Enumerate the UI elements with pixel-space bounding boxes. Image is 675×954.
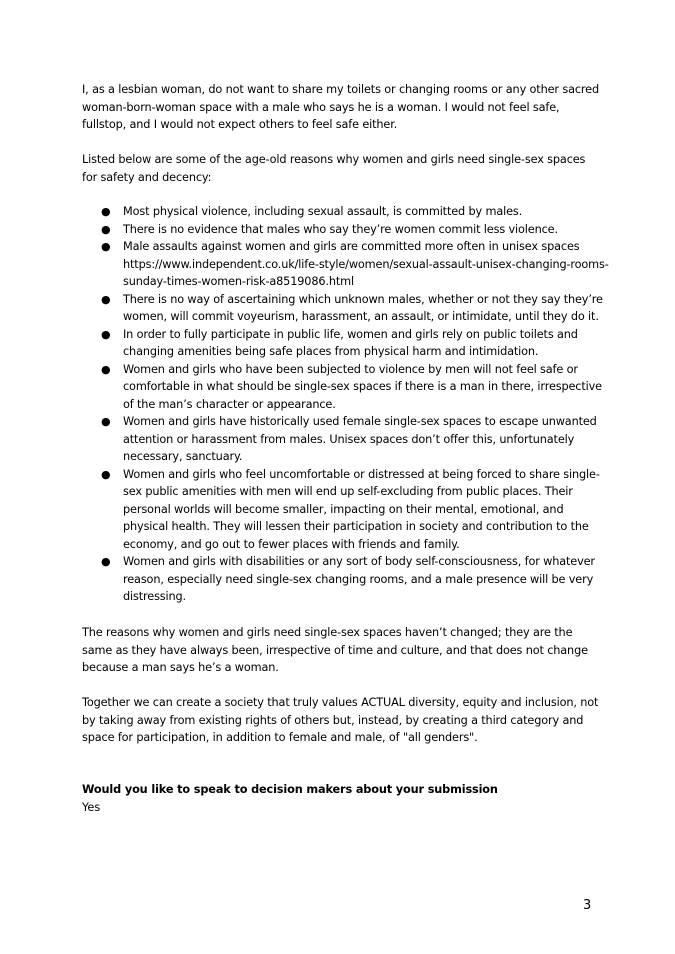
bullet-symbol: ● (101, 240, 111, 253)
bullet-item (82, 221, 612, 239)
bullet-item (82, 466, 612, 554)
bullet-symbol: ● (101, 555, 111, 568)
page-number: 3 (583, 898, 592, 913)
bullet-item (82, 291, 612, 326)
bullet-text: Women and girls who feel uncomfortable or distressed at being forced to share single-sex public amenities with men will end up self-excluding from public places. Their personal worlds will become smaller, impacting on their mental, emotional, and physical health. They will lessen their participation in society and contribution to the economy, and go out to fewer places with friends and family. (123, 467, 600, 551)
bullet-text: Male assaults against women and girls are committed more often in unisex spaces (123, 240, 580, 253)
together-paragraph: Together we can create a society that truly values ACTUAL diversity, equity and inclusion, not by taking away from existing rights of others but, instead, by creating a third category and space for participation, in addition to female and male, of "all genders". (82, 696, 599, 744)
bullet-item (82, 553, 612, 606)
bullet-symbol: ● (101, 327, 111, 341)
bullet-text: There is no way of ascertaining which unknown males, whether or not they say they’re women, will commit voyeurism, harassment, an assault, or intimidate, until they do it. (123, 292, 603, 323)
bullet-item (82, 238, 612, 291)
listed-below-paragraph: Listed below are some of the age-old reasons why women and girls need single-sex spaces for safety and decency: (82, 153, 586, 184)
bullet-text: Women and girls who have been subjected to violence by men will not feel safe or comfortable in what should be single-sex spaces if there is a man in there, irrespective of the man’s character or appearance. (123, 362, 602, 411)
bullet-text: Most physical violence, including sexual assault, is committed by males. (123, 205, 523, 218)
bullet-text: Women and girls with disabilities or any sort of body self-consciousness, for whatever reason, especially need single-sex changing rooms, and a male presence will be very distressing. (123, 555, 595, 603)
bullet-text: Women and girls have historically used female single-sex spaces to escape unwanted attention or harassment from males. Unisex spaces don’t offer this, unfortunately necessary, sanctuary. (123, 415, 597, 463)
reasons-bullet-list (82, 203, 612, 606)
bullet-item (82, 361, 612, 414)
bullet-text: There is no evidence that males who say they’re women commit less violence. (123, 222, 558, 236)
article-url: https://www.independent.co.uk/life-style/women/sexual-assault-unisex-changing-rooms-sunday-times-women-risk-a8519086.html (123, 257, 609, 288)
bullet-symbol: ● (101, 222, 111, 236)
intro-paragraph: I, as a lesbian woman, do not want to share my toilets or changing rooms or any other sacred woman-born-woman space with a male who says he is a woman. I would not feel safe, fullstop, and I would not expect others to feel safe either. (82, 83, 599, 131)
bullet-item (82, 326, 612, 361)
reasons-unchanged-paragraph: The reasons why women and girls need single-sex spaces haven’t changed; they are the same as they have always been, irrespective of time and culture, and that does not change because a man says he’s a woman. (82, 626, 588, 674)
bullet-item (82, 413, 612, 466)
bullet-symbol: ● (101, 415, 111, 428)
bullet-symbol: ● (101, 292, 111, 306)
bullet-symbol: ● (101, 205, 111, 218)
bullet-text: In order to fully participate in public life, women and girls rely on public toilets and changing amenities being safe places from physical harm and intimidation. (123, 327, 578, 358)
bullet-symbol: ● (101, 467, 111, 481)
bullet-item (82, 203, 612, 221)
bullet-symbol: ● (101, 362, 111, 376)
speak-to-decision-makers-answer: Yes (82, 801, 101, 814)
speak-to-decision-makers-question: Would you like to speak to decision makers about your submission (82, 783, 498, 796)
